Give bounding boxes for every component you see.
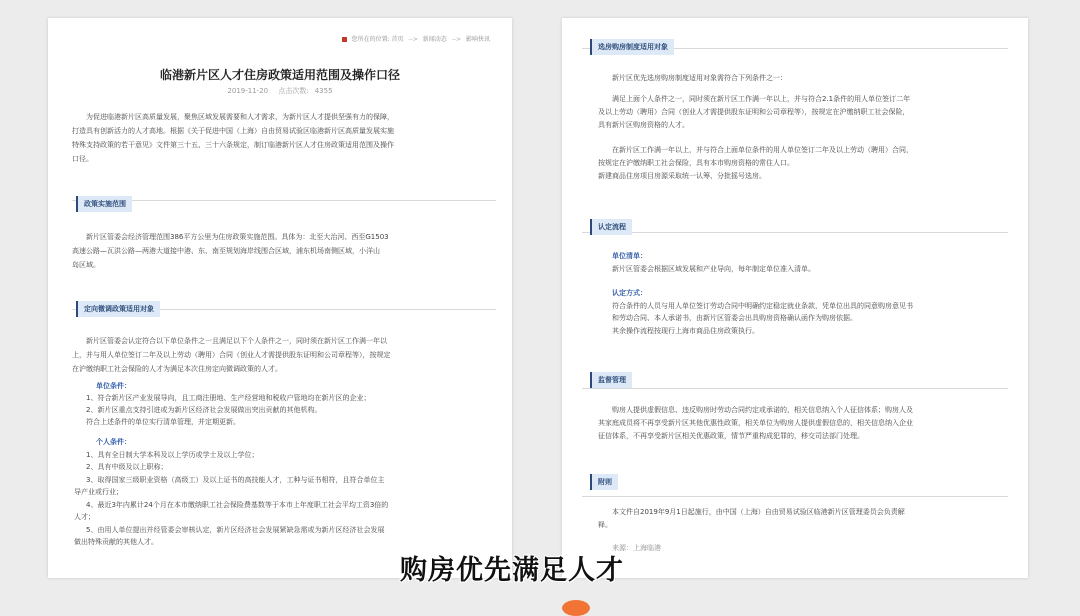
intro-line: 为促进临港新片区高质量发展，聚焦区域发展需要和人才需求，为新片区人才提供坚强有力的保障，: [86, 113, 394, 121]
personal-condition-line: 2、具有中级及以上职称；: [86, 463, 168, 471]
section-heading-appendix: 附则: [590, 474, 618, 490]
intro-line: 打造具有创新活力的人才高地。根据《关于促进中国（上海）自由贸易试验区临港新片区高质量发展实施: [72, 127, 394, 135]
scope-line: 岛区域。: [72, 261, 100, 269]
unit-condition-line: 2、新片区重点支持引进或为新片区经济社会发展做出突出贡献的其他机构。: [86, 406, 322, 414]
orange-circle-icon: [562, 600, 590, 616]
eligibility-line: 在沪缴纳职工社会保险的人才为满足本次住房定向微调政策的人才。: [72, 365, 282, 373]
purchase-intro: 新片区优先选房购房制度适用对象需符合下列条件之一：: [612, 74, 787, 82]
appendix-line: 本文件自2019年9月1日起施行，由中国（上海）自由贸易试验区临港新片区管理委员会负责解: [612, 508, 905, 516]
eligibility-paragraph: [72, 334, 496, 376]
section-heading-purchase: 选房购房制度适用对象: [590, 39, 674, 55]
publish-date: 2019-11-20: [227, 87, 269, 95]
purchase-line: 在新片区工作满一年以上，并与符合上面单位条件的用人单位签订二年及以上劳动（聘用）合同，: [612, 146, 913, 154]
unit-condition-line: 符合上述条件的单位实行清单管理，并定期更新。: [86, 418, 240, 426]
appendix-section: [586, 506, 1010, 555]
section-divider: [582, 388, 1008, 389]
purchase-line: 新建商品住房项目房源采取统一认筹、分批摇号选房。: [598, 172, 766, 180]
section-divider: [582, 496, 1008, 497]
intro-paragraph: [72, 110, 496, 166]
source-line: 来源：上海临港: [612, 544, 661, 552]
breadcrumb-home-link[interactable]: 首页: [391, 36, 404, 43]
location-marker-icon: [342, 37, 347, 42]
personal-condition-line: 3、取得国家三级职业资格（高级工）及以上证书的高技能人才，工种与证书相符，且符合单位主: [86, 475, 385, 484]
personal-condition-line: 人才；: [74, 513, 95, 521]
unit-list-label: 单位清单：: [612, 252, 647, 260]
clicks-label: 点击次数:: [278, 87, 309, 95]
personal-condition-line: 4、最近3年内累计24个月在本市缴纳职工社会保险费基数等于本市上年度职工社会平均工资3倍的: [86, 500, 389, 509]
purchase-line: 具有新片区购房资格的人才。: [598, 121, 689, 129]
section-divider: [72, 200, 496, 201]
intro-line: 口径。: [72, 155, 93, 163]
supervision-line: 购房人提供虚假信息、违反购房时劳动合同约定或承诺的，相关信息纳入个人征信体系；购房人及: [612, 406, 913, 414]
eligibility-line: 上，并与用人单位签订二年及以上劳动（聘用）合同（创业人才需提供股东证明和公司章程等），按规定: [72, 351, 391, 359]
breadcrumb: [342, 34, 490, 43]
click-count: 4355: [314, 87, 333, 95]
breadcrumb-news-link[interactable]: 新闻动态: [422, 36, 447, 43]
personal-conditions-label: 个人条件：: [96, 438, 131, 446]
personal-condition-line: 5、由用人单位提出并经管委会审核认定，新片区经济社会发展紧缺急需或为新片区经济社会发展: [86, 525, 385, 534]
breadcrumb-separator: -->: [408, 36, 418, 43]
right-document-page: [562, 18, 1028, 578]
personal-conditions: [74, 436, 496, 549]
personal-condition-line: 做出特殊贡献的其他人才。: [74, 538, 158, 546]
breadcrumb-current: 影响快讯: [465, 36, 490, 43]
unit-conditions-label: 单位条件：: [96, 382, 131, 390]
video-subtitle: 购房优先满足人才: [400, 555, 624, 586]
method-line: 其余操作流程按现行上海市商品住房政策执行。: [612, 326, 759, 335]
scope-line: 新片区管委会经济管理范围386平方公里为住房政策实施范围。具体为：北至大治河、西至G1503: [86, 233, 389, 241]
method-label: 认定方式：: [612, 289, 647, 297]
method-line: 符合条件的人员与用人单位签订劳动合同中明确约定稳定就业条款，凭单位出具的同意购房意见书: [612, 301, 913, 310]
supervision-line: 其家庭成员将不再享受新片区其他优惠性政策，相关单位为购房人提供虚假信息的，相关信息纳入企业: [598, 419, 913, 427]
purchase-line: 满足上面个人条件之一，同时须在新片区工作满一年以上，并与符合2.1条件的用人单位签订二年: [612, 95, 911, 103]
section-heading-supervision: 监督管理: [590, 372, 632, 388]
section-heading-process: 认定流程: [590, 219, 632, 235]
method-line: 和劳动合同、本人承诺书，由新片区管委会出具购房资格确认函作为购房依据。: [612, 314, 857, 322]
left-document-page: [48, 18, 512, 578]
breadcrumb-prefix: 您所在的位置:: [351, 36, 390, 43]
scope-line: 高速公路—瓦洪公路—两港大道接中港、东、南至规划海岸线围合区域，浦东机场南侧区域，小洋山: [72, 247, 380, 255]
purchase-section: [586, 72, 1010, 183]
article-title: 临港新片区人才住房政策适用范围及操作口径: [159, 68, 400, 82]
unit-list-line: 新片区管委会根据区域发展和产业导向，每年制定单位准入清单。: [612, 264, 815, 273]
purchase-line: 及以上劳动（聘用）合同（创业人才需提供股东证明和公司章程等），按规定在沪缴纳职工社会保险，: [598, 108, 910, 116]
section-divider: [582, 232, 1008, 233]
unit-conditions: [86, 380, 496, 428]
appendix-line: 释。: [598, 521, 612, 529]
section-heading-scope: 政策实施范围: [76, 196, 132, 212]
supervision-section: [586, 404, 1010, 443]
article-meta: [48, 86, 512, 96]
section-heading-eligibility: 定向微调政策适用对象: [76, 301, 160, 317]
breadcrumb-separator: -->: [451, 36, 462, 43]
scope-paragraph: [72, 230, 496, 272]
process-section: [598, 250, 1010, 337]
personal-condition-line: 1、具有全日制大学本科及以上学历或学士及以上学位；: [86, 450, 259, 459]
supervision-line: 征信体系，不再享受新片区相关优惠政策，情节严重构成犯罪的，移交司法部门处理。: [598, 432, 864, 440]
purchase-line: 按规定在沪缴纳职工社会保险，具有本市购房资格的常住人口。: [598, 159, 794, 167]
intro-line: 特殊支持政策的若干意见》文件第三十五、三十六条规定，制订临港新片区人才住房政策适用范围及操作: [72, 141, 394, 149]
eligibility-line: 新片区管委会认定符合以下单位条件之一且满足以下个人条件之一，同时须在新片区工作满一年以: [86, 337, 387, 345]
personal-condition-line: 导产业或行业；: [74, 488, 123, 496]
unit-condition-line: 1、符合新片区产业发展导向，且工商注册地、生产经营地和税收户管地均在新片区的企业；: [86, 394, 371, 402]
